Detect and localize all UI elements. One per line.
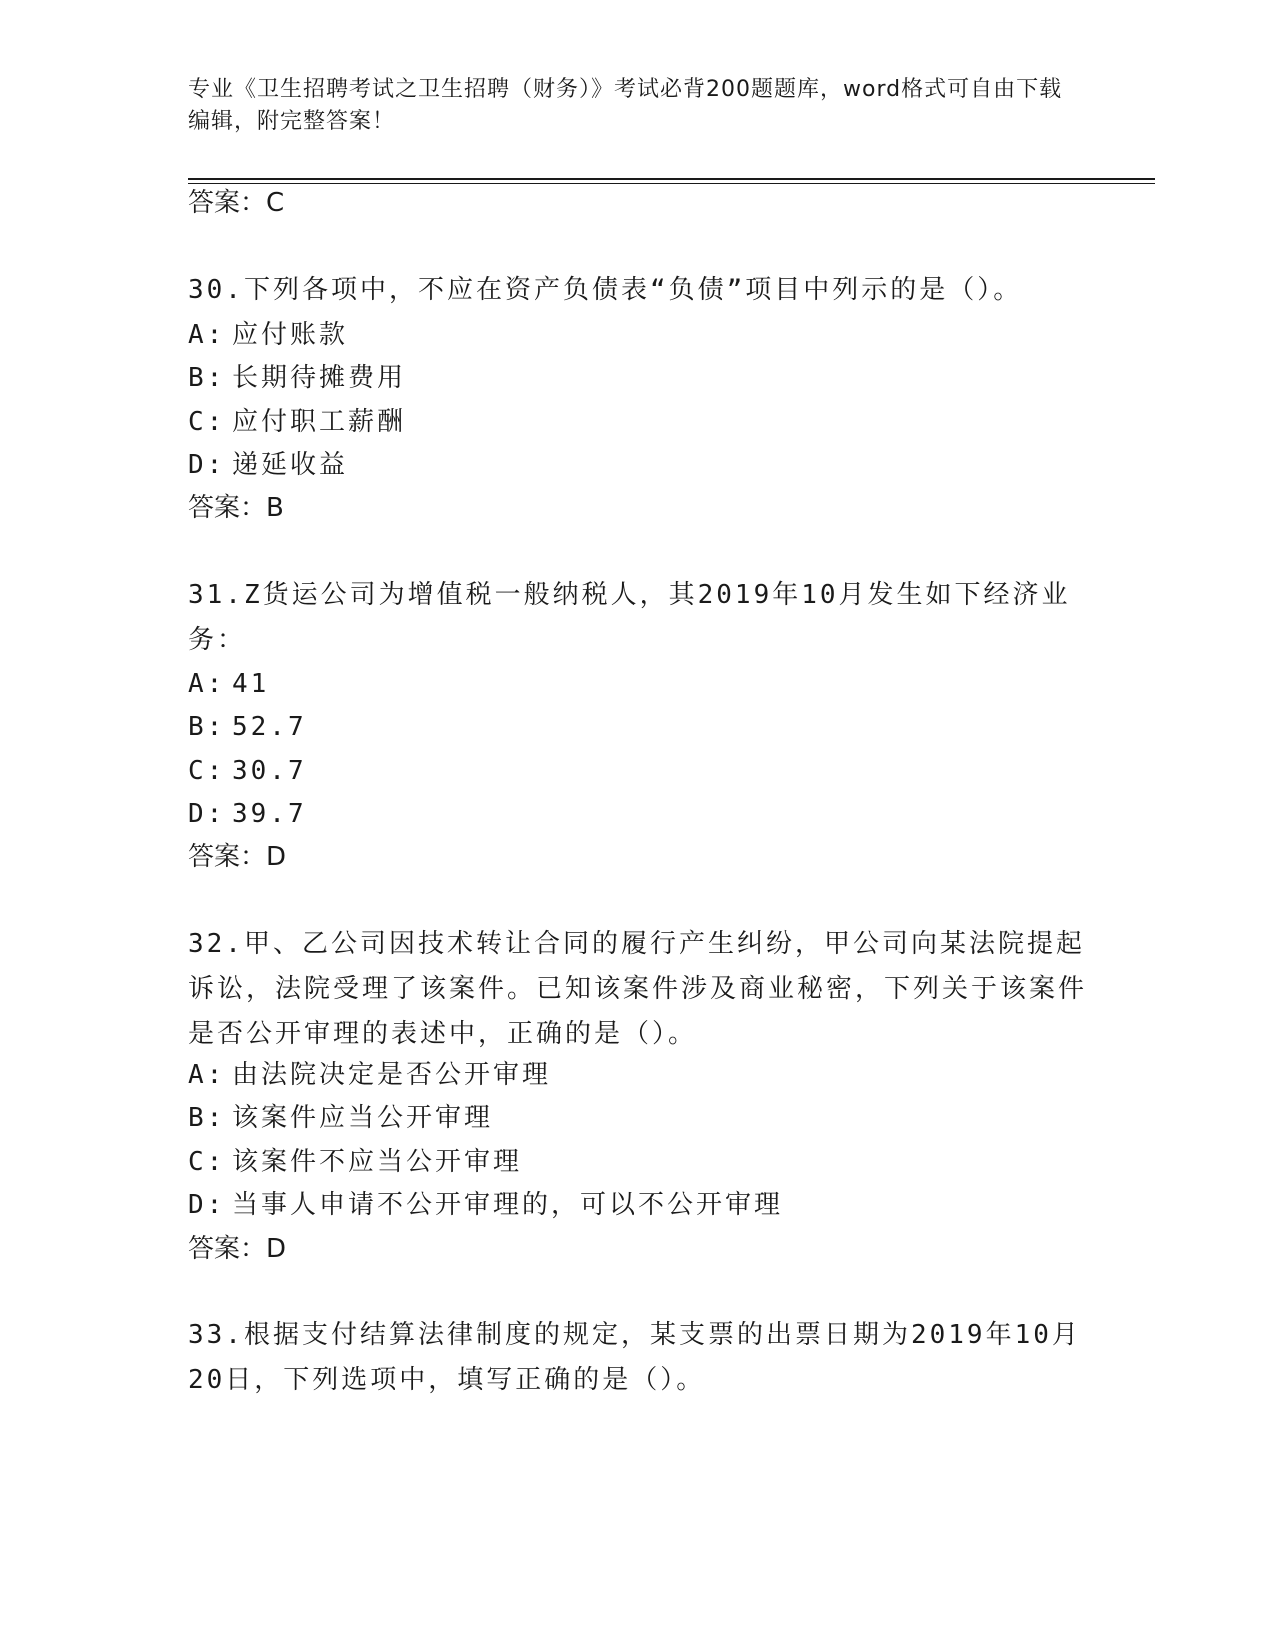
answer-label: 答案： xyxy=(188,1234,267,1264)
answer-line xyxy=(188,840,286,874)
answer-value: D xyxy=(266,1234,287,1264)
answer-label: 答案： xyxy=(188,188,267,218)
option-letter: D: xyxy=(188,450,226,480)
option-a xyxy=(188,1058,551,1092)
answer-value: D xyxy=(266,842,287,872)
answer-line xyxy=(188,186,284,220)
option-text: 该案件不应当公开审理 xyxy=(232,1147,523,1177)
option-c xyxy=(188,1145,522,1179)
option-c xyxy=(188,754,307,788)
question-stem: 30.下列各项中，不应在资产负债表“负债”项目中列示的是（）。 xyxy=(188,275,1023,305)
option-text: 应付职工薪酬 xyxy=(232,407,407,437)
answer-line xyxy=(188,491,284,525)
option-letter: B: xyxy=(188,1103,226,1133)
option-c xyxy=(188,405,406,439)
header-divider-thick xyxy=(188,178,1155,180)
question-stem: 32.甲、乙公司因技术转让合同的履行产生纠纷，甲公司向某法院提起诉讼，法院受理了该案件。已知该案件涉及商业秘密，下列关于该案件是否公开审理的表述中，正确的是（）。 xyxy=(188,929,1088,1049)
answer-label: 答案： xyxy=(188,842,267,872)
option-d xyxy=(188,797,307,831)
answer-value: C xyxy=(266,188,285,218)
question-stem: 31.Z货运公司为增值税一般纳税人，其2019年10月发生如下经济业务： xyxy=(188,580,1071,655)
option-text: 递延收益 xyxy=(232,450,349,480)
option-text: 30.7 xyxy=(232,756,307,786)
document-header: 专业《卫生招聘考试之卫生招聘（财务）》考试必背200题题库，word格式可自由下载编辑，附完整答案！ xyxy=(188,77,1063,134)
question-stem: 33.根据支付结算法律制度的规定，某支票的出票日期为2019年10月20日，下列选项中，填写正确的是（）。 xyxy=(188,1320,1081,1395)
option-text: 41 xyxy=(232,669,270,699)
option-letter: C: xyxy=(188,1147,226,1177)
option-a xyxy=(188,318,348,352)
option-letter: B: xyxy=(188,712,226,742)
option-letter: A: xyxy=(188,669,226,699)
option-letter: B: xyxy=(188,363,226,393)
answer-label: 答案： xyxy=(188,493,267,523)
option-d xyxy=(188,1188,783,1222)
option-letter: A: xyxy=(188,320,226,350)
answer-value: B xyxy=(266,493,284,523)
option-letter: D: xyxy=(188,1190,226,1220)
option-letter: D: xyxy=(188,799,226,829)
option-b xyxy=(188,361,406,395)
option-a xyxy=(188,667,269,701)
option-text: 39.7 xyxy=(232,799,307,829)
option-b xyxy=(188,710,307,744)
option-text: 长期待摊费用 xyxy=(232,363,407,393)
option-b xyxy=(188,1101,493,1135)
option-text: 52.7 xyxy=(232,712,307,742)
header-divider-thin xyxy=(188,183,1155,184)
option-letter: C: xyxy=(188,756,226,786)
option-letter: C: xyxy=(188,407,226,437)
option-text: 由法院决定是否公开审理 xyxy=(232,1060,552,1090)
option-letter: A: xyxy=(188,1060,226,1090)
option-text: 应付账款 xyxy=(232,320,349,350)
option-d xyxy=(188,448,348,482)
answer-line xyxy=(188,1232,286,1266)
option-text: 当事人申请不公开审理的，可以不公开审理 xyxy=(232,1190,784,1220)
option-text: 该案件应当公开审理 xyxy=(232,1103,494,1133)
